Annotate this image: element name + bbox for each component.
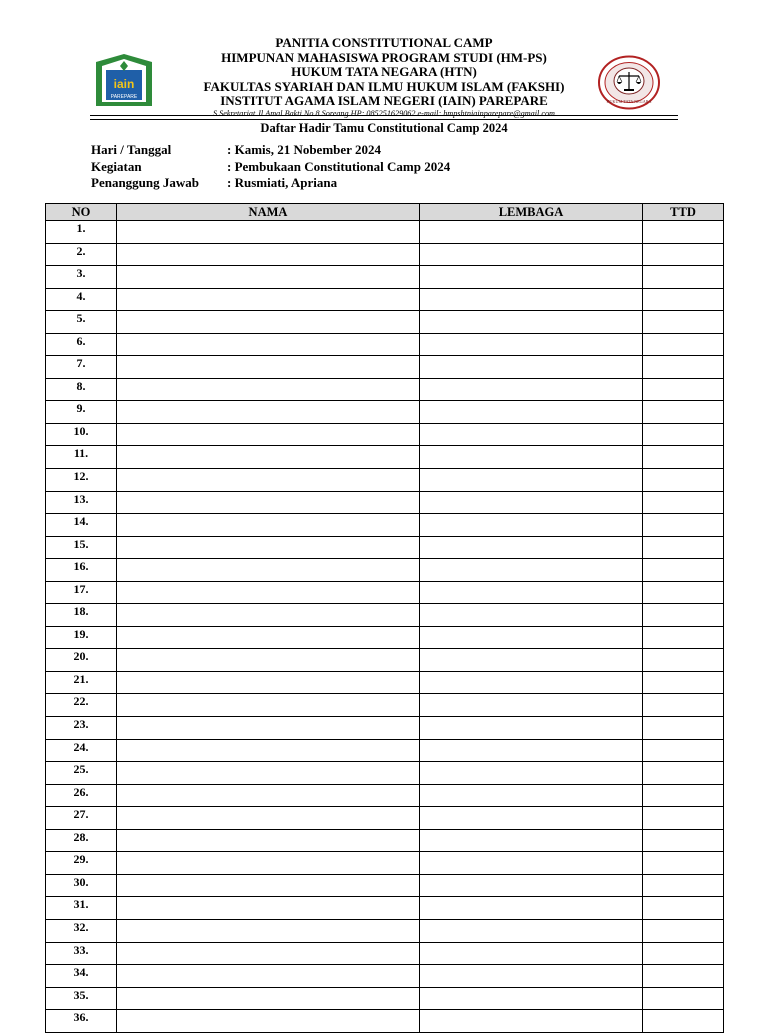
header-line-association: HIMPUNAN MAHASISWA PROGRAM STUDI (HM-PS) [221,49,547,65]
institution-cell[interactable] [420,987,643,1010]
table-row [46,694,724,717]
row-number: 16. [46,559,117,582]
signature-cell[interactable] [643,221,724,244]
row-number: 12. [46,469,117,492]
name-cell[interactable] [117,423,420,446]
seal-caption: HUKUM TATA NEGARA [606,99,652,104]
row-number: 29. [46,852,117,875]
table-row [46,536,724,559]
signature-cell[interactable] [643,829,724,852]
column-header-lembaga: LEMBAGA [420,204,643,221]
table-row [46,491,724,514]
signature-cell[interactable] [643,333,724,356]
table-row [46,423,724,446]
row-number: 2. [46,243,117,266]
header-line-committee: PANITIA CONSTITUTIONAL CAMP [275,35,493,50]
institution-cell[interactable] [420,423,643,446]
row-number: 17. [46,581,117,604]
info-row-activity [91,159,450,176]
name-cell[interactable] [117,514,420,537]
institution-cell[interactable] [420,491,643,514]
table-row [46,762,724,785]
table-row [46,333,724,356]
institution-cell[interactable] [420,243,643,266]
name-cell[interactable] [117,874,420,897]
row-number: 20. [46,649,117,672]
signature-cell[interactable] [643,739,724,762]
row-number: 1. [46,221,117,244]
institution-cell[interactable] [420,829,643,852]
row-number: 3. [46,266,117,289]
row-number: 32. [46,919,117,942]
header-line-institute: INSTITUT AGAMA ISLAM NEGERI (IAIN) PAREPARE [220,93,548,108]
institution-cell[interactable] [420,446,643,469]
name-cell[interactable] [117,311,420,334]
row-number: 25. [46,762,117,785]
header-divider-thin [90,119,678,120]
name-cell[interactable] [117,671,420,694]
signature-cell[interactable] [643,311,724,334]
signature-cell[interactable] [643,243,724,266]
name-cell[interactable] [117,987,420,1010]
row-number: 5. [46,311,117,334]
name-cell[interactable] [117,739,420,762]
institution-cell[interactable] [420,288,643,311]
info-value: : Kamis, 21 Nobember 2024 [227,142,381,157]
column-header-nama: NAMA [117,204,420,221]
row-number: 19. [46,626,117,649]
table-row [46,852,724,875]
table-row [46,829,724,852]
name-cell[interactable] [117,469,420,492]
table-row [46,469,724,492]
table-row [46,581,724,604]
institution-cell[interactable] [420,1010,643,1033]
info-row-date [91,142,450,159]
attendance-table [45,203,724,1033]
name-cell[interactable] [117,649,420,672]
name-cell[interactable] [117,536,420,559]
institution-cell[interactable] [420,469,643,492]
name-cell[interactable] [117,784,420,807]
row-number: 27. [46,807,117,830]
row-number: 22. [46,694,117,717]
row-number: 23. [46,717,117,740]
name-cell[interactable] [117,221,420,244]
table-row [46,874,724,897]
info-value: : Rusmiati, Apriana [227,175,338,190]
letterhead [0,36,768,119]
table-row [46,243,724,266]
table-row [46,987,724,1010]
signature-cell[interactable] [643,446,724,469]
name-cell[interactable] [117,243,420,266]
institution-cell[interactable] [420,807,643,830]
institution-cell[interactable] [420,739,643,762]
table-row [46,649,724,672]
name-cell[interactable] [117,942,420,965]
row-number: 36. [46,1010,117,1033]
row-number: 35. [46,987,117,1010]
institution-cell[interactable] [420,311,643,334]
institution-cell[interactable] [420,626,643,649]
table-row [46,897,724,920]
name-cell[interactable] [117,333,420,356]
signature-cell[interactable] [643,942,724,965]
signature-cell[interactable] [643,1010,724,1033]
name-cell[interactable] [117,401,420,424]
institution-cell[interactable] [420,333,643,356]
name-cell[interactable] [117,897,420,920]
event-info [91,142,450,192]
document-title: Daftar Hadir Tamu Constitutional Camp 2024 [260,121,508,135]
table-row [46,311,724,334]
signature-cell[interactable] [643,401,724,424]
signature-cell[interactable] [643,266,724,289]
institution-cell[interactable] [420,266,643,289]
institution-cell[interactable] [420,378,643,401]
name-cell[interactable] [117,852,420,875]
signature-cell[interactable] [643,649,724,672]
name-cell[interactable] [117,356,420,379]
table-row [46,784,724,807]
row-number: 6. [46,333,117,356]
institution-cell[interactable] [420,671,643,694]
institution-cell[interactable] [420,717,643,740]
table-row [46,739,724,762]
table-row [46,559,724,582]
signature-cell[interactable] [643,378,724,401]
signature-cell[interactable] [643,874,724,897]
signature-cell[interactable] [643,288,724,311]
name-cell[interactable] [117,626,420,649]
institution-cell[interactable] [420,649,643,672]
institution-cell[interactable] [420,919,643,942]
name-cell[interactable] [117,378,420,401]
info-value: : Pembukaan Constitutional Camp 2024 [227,158,451,174]
column-header-ttd: TTD [643,204,724,221]
attendance-rows [46,221,724,1033]
name-cell[interactable] [117,266,420,289]
institution-cell[interactable] [420,874,643,897]
institution-cell[interactable] [420,604,643,627]
name-cell[interactable] [117,762,420,785]
institution-cell[interactable] [420,762,643,785]
signature-cell[interactable] [643,671,724,694]
signature-cell[interactable] [643,356,724,379]
name-cell[interactable] [117,717,420,740]
signature-cell[interactable] [643,852,724,875]
table-row [46,807,724,830]
signature-cell[interactable] [643,762,724,785]
table-row [46,942,724,965]
row-number: 28. [46,829,117,852]
name-cell[interactable] [117,1010,420,1033]
name-cell[interactable] [117,829,420,852]
table-row [46,266,724,289]
institution-cell[interactable] [420,221,643,244]
institution-cell[interactable] [420,965,643,988]
name-cell[interactable] [117,446,420,469]
row-number: 33. [46,942,117,965]
row-number: 11. [46,446,117,469]
institution-cell[interactable] [420,694,643,717]
signature-cell[interactable] [643,717,724,740]
table-row [46,514,724,537]
row-number: 10. [46,423,117,446]
row-number: 14. [46,514,117,537]
row-number: 34. [46,965,117,988]
table-row [46,717,724,740]
row-number: 24. [46,739,117,762]
row-number: 26. [46,784,117,807]
signature-cell[interactable] [643,514,724,537]
signature-cell[interactable] [643,536,724,559]
row-number: 9. [46,401,117,424]
signature-cell[interactable] [643,919,724,942]
info-row-responsible [91,175,450,192]
table-row [46,626,724,649]
name-cell[interactable] [117,965,420,988]
table-row [46,919,724,942]
institution-cell[interactable] [420,581,643,604]
table-row [46,965,724,988]
institution-cell[interactable] [420,514,643,537]
institution-cell[interactable] [420,356,643,379]
name-cell[interactable] [117,694,420,717]
table-row [46,604,724,627]
header-line-program: HUKUM TATA NEGARA (HTN) [291,64,477,79]
table-row [46,378,724,401]
signature-cell[interactable] [643,469,724,492]
row-number: 31. [46,897,117,920]
name-cell[interactable] [117,604,420,627]
name-cell[interactable] [117,807,420,830]
info-label: Penanggung Jawab [91,175,199,190]
table-row [46,671,724,694]
row-number: 30. [46,874,117,897]
row-number: 18. [46,604,117,627]
signature-cell[interactable] [643,423,724,446]
institution-cell[interactable] [420,559,643,582]
table-row [46,288,724,311]
name-cell[interactable] [117,288,420,311]
table-row [46,356,724,379]
institution-cell[interactable] [420,897,643,920]
header-address: S Sekretariat Jl.Amal Bakti No.8 Soreang HP: 085251629062 e-mail: hmpshtniainparepare@gmail.com [213,108,555,118]
row-number: 13. [46,491,117,514]
signature-cell[interactable] [643,694,724,717]
signature-cell[interactable] [643,987,724,1010]
institution-cell[interactable] [420,536,643,559]
name-cell[interactable] [117,491,420,514]
logo-left-text-iain: iain [113,77,135,91]
row-number: 7. [46,356,117,379]
institution-cell[interactable] [420,852,643,875]
signature-cell[interactable] [643,559,724,582]
name-cell[interactable] [117,919,420,942]
table-row [46,446,724,469]
signature-cell[interactable] [643,581,724,604]
institution-cell[interactable] [420,401,643,424]
institution-cell[interactable] [420,942,643,965]
info-label: Hari / Tanggal [91,142,172,157]
table-row [46,1010,724,1033]
table-header-row [46,204,724,221]
header-divider-thick [90,115,678,116]
signature-cell[interactable] [643,897,724,920]
name-cell[interactable] [117,581,420,604]
signature-cell[interactable] [643,784,724,807]
row-number: 21. [46,671,117,694]
row-number: 4. [46,288,117,311]
signature-cell[interactable] [643,807,724,830]
row-number: 15. [46,536,117,559]
signature-cell[interactable] [643,965,724,988]
info-label: Kegiatan [91,158,142,174]
institution-cell[interactable] [420,784,643,807]
signature-cell[interactable] [643,604,724,627]
table-row [46,401,724,424]
header-line-faculty: FAKULTAS SYARIAH DAN ILMU HUKUM ISLAM (FAKSHI) [203,78,565,94]
row-number: 8. [46,378,117,401]
logo-left-text-parepare: PAREPARE [110,94,138,100]
table-row [46,221,724,244]
column-header-no: NO [46,204,117,221]
signature-cell[interactable] [643,491,724,514]
signature-cell[interactable] [643,626,724,649]
name-cell[interactable] [117,559,420,582]
